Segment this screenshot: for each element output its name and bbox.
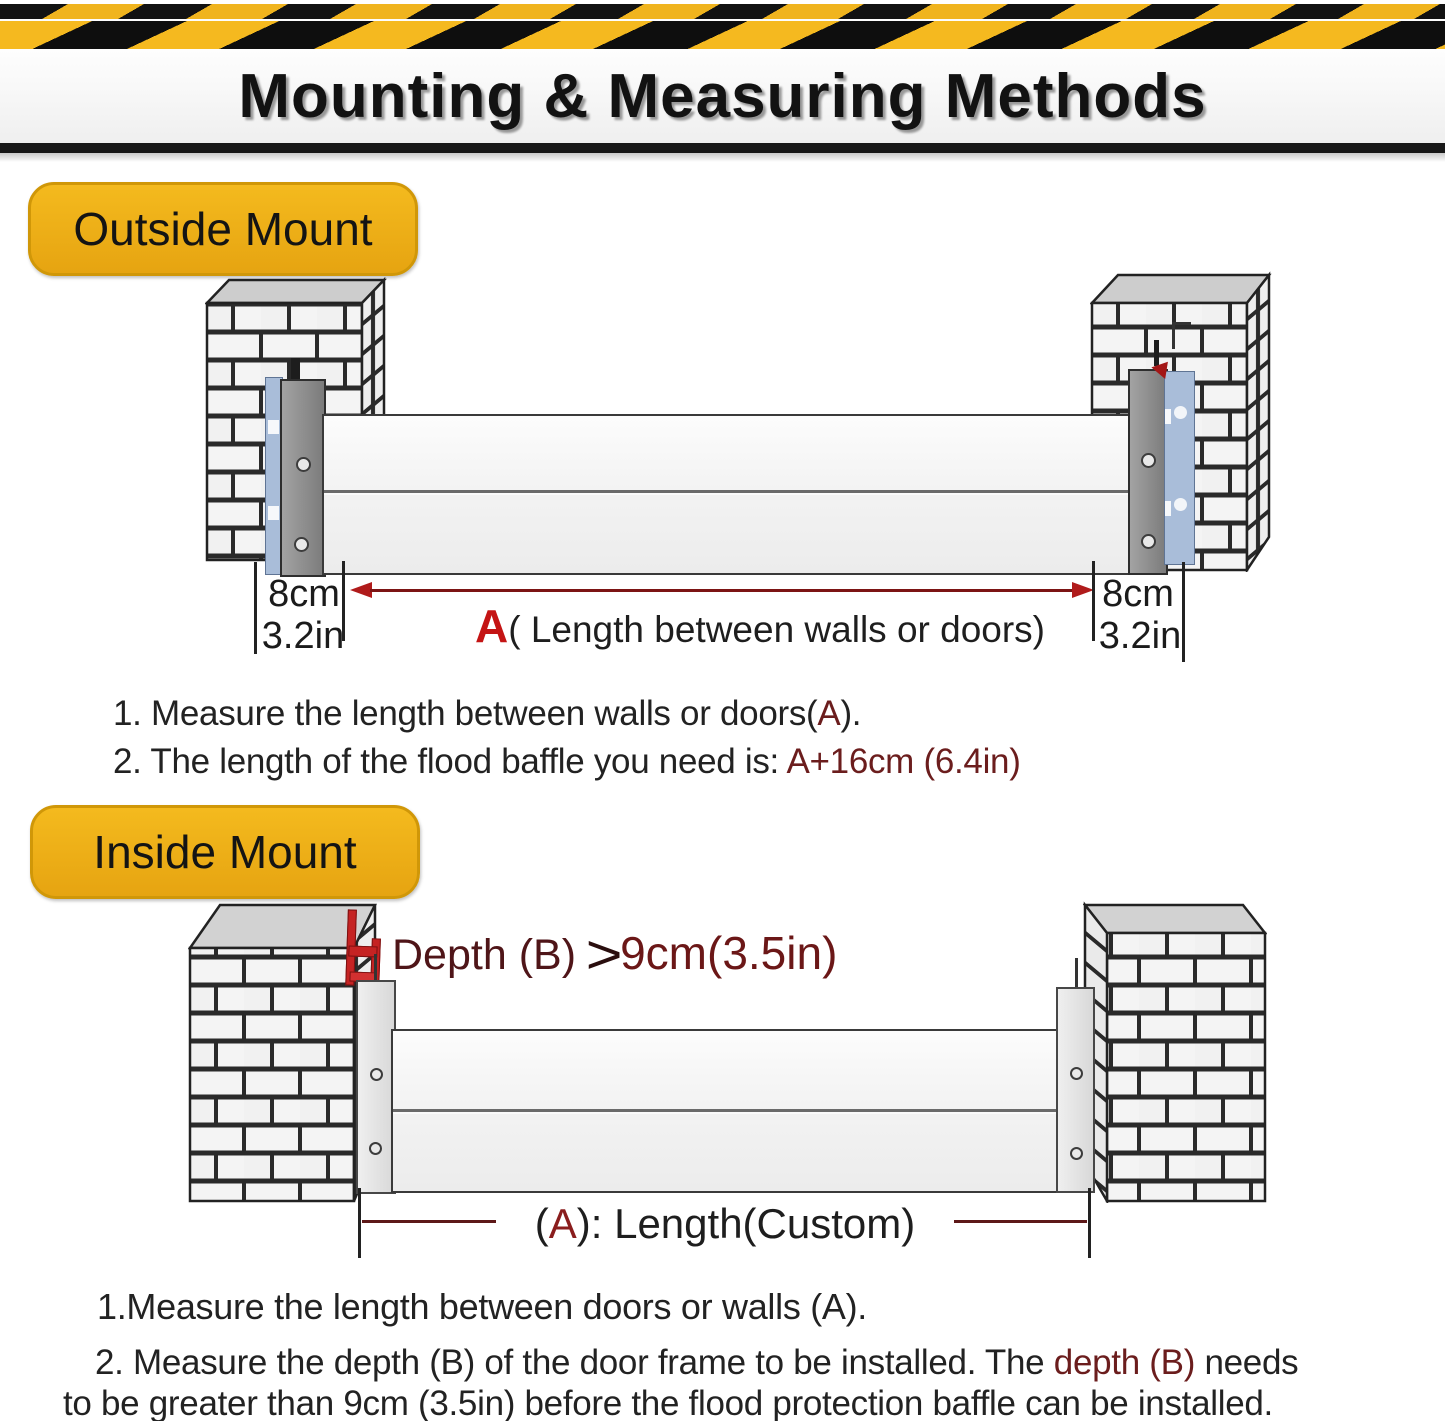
title-band xyxy=(0,49,1445,143)
outside-left-channel xyxy=(280,379,326,577)
outside-right-channel xyxy=(1128,369,1168,575)
step-highlight: A+16cm (6.4in) xyxy=(786,742,1021,781)
inside-left-extent-line xyxy=(358,1188,361,1258)
length-arrow xyxy=(370,589,1074,592)
screw-hole xyxy=(1070,1147,1083,1160)
screw-hole xyxy=(1141,534,1156,549)
outside-dimension-label xyxy=(420,599,1100,653)
inside-right-channel xyxy=(1056,987,1095,1193)
screw-hole xyxy=(1141,453,1156,468)
outside-step-2 xyxy=(113,742,1021,782)
outside-right-offset-in: 3.2in xyxy=(1098,615,1182,657)
dimension-caption: ( Length between walls or doors) xyxy=(508,609,1046,650)
seal-notch xyxy=(268,420,279,434)
seal-dot xyxy=(1174,498,1187,511)
banner-shadow xyxy=(0,153,1445,162)
panel-seam xyxy=(393,1109,1061,1112)
depth-label-text: Depth (B) xyxy=(392,931,588,979)
step-highlight: A xyxy=(817,694,841,733)
inside-step-2-line-1 xyxy=(95,1343,1298,1383)
seal-notch xyxy=(1165,501,1171,516)
inside-mount-badge xyxy=(30,805,420,899)
page-title: Mounting & Measuring Methods xyxy=(238,61,1207,131)
step-text: ). xyxy=(840,694,862,733)
dimension-letter-a: A xyxy=(474,600,509,652)
inside-dim-line-left xyxy=(362,1220,496,1223)
wall-mark xyxy=(1172,322,1191,349)
inside-left-channel xyxy=(356,980,396,1194)
outside-left-offset-in: 3.2in xyxy=(261,615,345,657)
inside-mount-badge-label: Inside Mount xyxy=(93,826,357,878)
step-text: 2. Measure the depth (B) of the door frame to be installed. The xyxy=(95,1343,1054,1382)
outside-right-offset-cm: 8cm xyxy=(1102,573,1174,615)
inside-right-pillar xyxy=(1083,901,1267,1203)
outside-right-seal-strip xyxy=(1164,371,1195,565)
seal-dot xyxy=(1174,406,1187,419)
outside-flood-barrier-panel xyxy=(322,414,1138,575)
screw-hole xyxy=(296,457,311,472)
outside-left-offset-cm: 8cm xyxy=(268,573,340,615)
greater-than-sign: > xyxy=(585,923,623,985)
seal-notch xyxy=(1165,409,1171,424)
dim-caption: ): Length(Custom) xyxy=(576,1200,916,1247)
seal-notch xyxy=(268,506,279,520)
panel-seam xyxy=(324,490,1136,493)
depth-requirement-label xyxy=(392,922,837,986)
inside-step-2-line-2: to be greater than 9cm (3.5in) before the flood protection baffle can be installed. xyxy=(63,1384,1273,1421)
outside-mount-badge xyxy=(28,182,418,276)
step-text: needs xyxy=(1195,1343,1299,1382)
inside-flood-barrier-panel xyxy=(391,1029,1063,1193)
screw-hole xyxy=(1070,1067,1083,1080)
banner-divider xyxy=(0,143,1445,153)
inside-step-1: 1.Measure the length between doors or walls (A). xyxy=(97,1286,868,1327)
hazard-banner xyxy=(0,0,1445,162)
outside-mount-badge-label: Outside Mount xyxy=(73,203,373,255)
dim-paren: ( xyxy=(534,1200,549,1247)
screw-hole xyxy=(294,537,309,552)
arrow-head-left xyxy=(350,582,372,598)
step-highlight: depth (B) xyxy=(1053,1343,1196,1382)
screw-hole xyxy=(369,1142,382,1155)
inside-dimension-label xyxy=(490,1200,960,1248)
outside-step-1 xyxy=(113,694,861,734)
hazard-tape-bottom xyxy=(0,19,1445,51)
dimension-letter-a: A xyxy=(548,1200,577,1247)
step-text: 1. Measure the length between walls or doors( xyxy=(113,694,818,733)
inside-right-extent-line xyxy=(1088,1188,1091,1258)
arrow-head-right xyxy=(1072,582,1094,598)
step-text: 2. The length of the flood baffle you need is: xyxy=(113,742,787,781)
inside-right-anchor-pin xyxy=(1075,958,1078,989)
depth-value-text: 9cm(3.5in) xyxy=(620,927,838,979)
inside-dim-line-right xyxy=(954,1220,1087,1223)
screw-hole xyxy=(370,1068,383,1081)
